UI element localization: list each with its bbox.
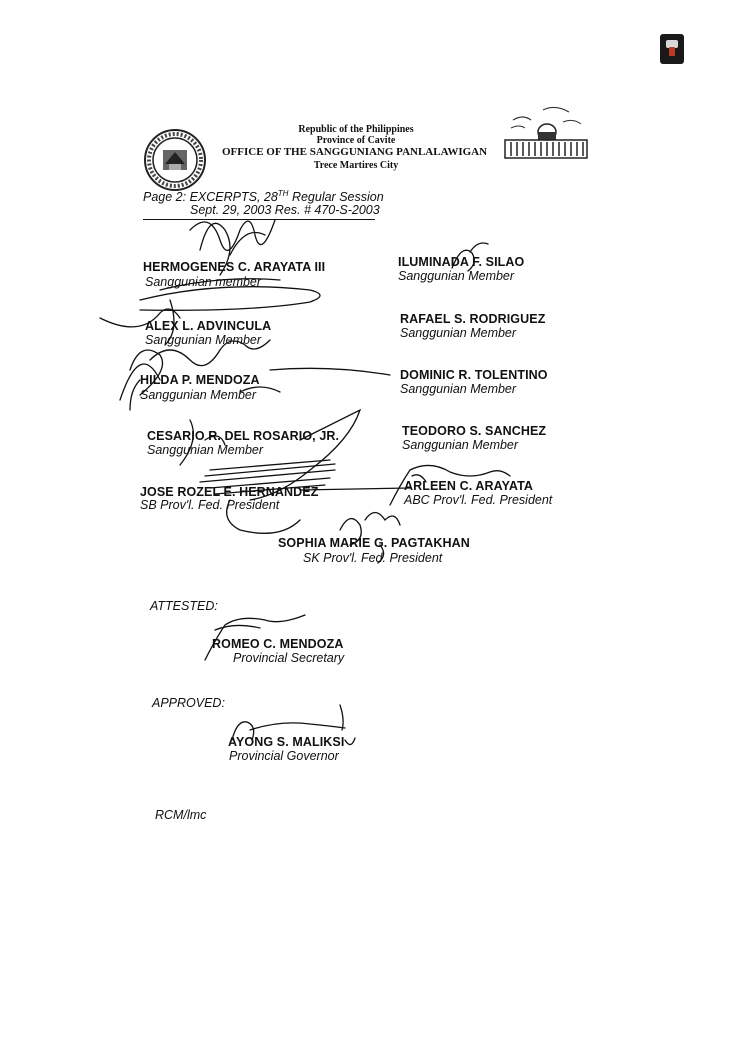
corner-badge-icon: [660, 34, 684, 64]
header-city: Trece Martires City: [313, 160, 399, 171]
attested-label: ATTESTED:: [150, 599, 218, 613]
header-province: Province of Cavite: [316, 135, 396, 146]
page-reference: [143, 189, 384, 204]
header-republic: Republic of the Philippines: [298, 124, 414, 135]
signatory-title: Sanggunian Member: [147, 443, 264, 457]
signatory-title: Sanggunian Member: [402, 438, 519, 452]
signatory-name: TEODORO S. SANCHEZ: [402, 424, 547, 438]
signatory-title: Sanggunian Member: [145, 333, 262, 347]
signatory-title: Sanggunian Member: [140, 388, 257, 402]
signatory-name: SOPHIA MARIE G. PAGTAKHAN: [278, 536, 470, 550]
signatory-title: ABC Prov'l. Fed. President: [404, 493, 553, 507]
signatory-name: DOMINIC R. TOLENTINO: [400, 368, 548, 382]
signatory-name: ILUMINADA F. SILAO: [398, 255, 525, 269]
provincial-seal: [143, 128, 207, 192]
signatory-title: SK Prov'l. Fed. President: [303, 551, 443, 565]
capitol-building-logo: [503, 104, 589, 162]
reference-initials: RCM/lmc: [155, 808, 207, 822]
page-ref-sup: TH: [277, 189, 289, 198]
signatory-name: HERMOGENES C. ARAYATA III: [143, 260, 326, 274]
signatory-title: Sanggunian Member: [400, 382, 517, 396]
signatory-name: CESARIO R. DEL ROSARIO, JR.: [147, 429, 340, 443]
page-ref-rest: Regular Session: [288, 190, 384, 205]
signatory-name: HILDA P. MENDOZA: [140, 373, 260, 387]
approved-name: AYONG S. MALIKSI: [228, 735, 345, 749]
reference-underline: [143, 219, 375, 220]
signatory-title: Sanggunian member: [145, 275, 262, 289]
page-ref-text: Page 2: EXCERPTS, 28: [143, 190, 278, 205]
signatory-name: RAFAEL S. RODRIGUEZ: [400, 312, 546, 326]
signatory-title: Sanggunian Member: [400, 326, 517, 340]
approved-label: APPROVED:: [152, 696, 225, 710]
attested-title: Provincial Secretary: [233, 651, 345, 665]
signatory-title: SB Prov'l. Fed. President: [140, 498, 280, 512]
signatory-name: ARLEEN C. ARAYATA: [404, 479, 534, 493]
signatory-name: ALEX L. ADVINCULA: [145, 319, 272, 333]
signatory-name: JOSE ROZEL E. HERNANDEZ: [140, 485, 319, 499]
signatory-title: Sanggunian Member: [398, 269, 515, 283]
attested-name: ROMEO C. MENDOZA: [212, 637, 344, 651]
footer-faint-text: [0, 1046, 2, 1053]
resolution-reference: Sept. 29, 2003 Res. # 470-S-2003: [190, 203, 380, 217]
approved-title: Provincial Governor: [229, 749, 339, 763]
header-office: OFFICE OF THE SANGGUNIANG PANLALAWIGAN: [222, 146, 488, 158]
